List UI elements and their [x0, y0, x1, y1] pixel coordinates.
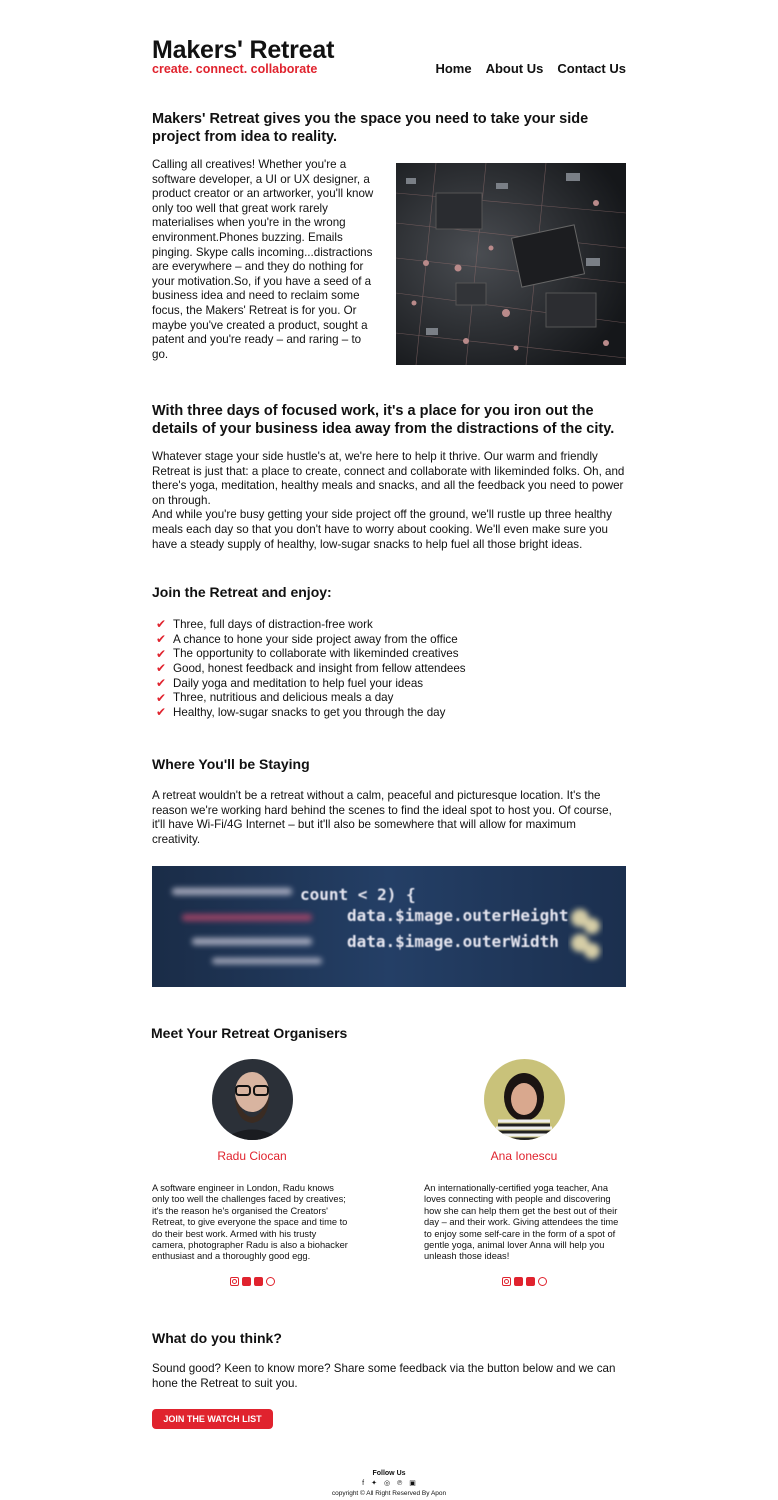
twitter-icon[interactable]: ✦ [371, 1480, 377, 1487]
checkmark-icon: ✔ [156, 676, 167, 691]
instagram-icon[interactable] [230, 1277, 239, 1286]
facebook-icon[interactable]: f [362, 1480, 365, 1487]
list-item: ✔ Healthy, low-sugar snacks to get you through the day [156, 705, 446, 720]
focus-paragraph-2: And while you're busy getting your side project off the ground, we'll rustle up three healthy meals each day so that you don't have to worry about cooking. We'll even make sure you have a steady supply of healthy, low-sugar snacks to help fuel all those bright ideas. [152, 508, 612, 551]
list-item: ✔ Good, honest feedback and insight from fellow attendees [156, 661, 466, 676]
organiser-name: Radu Ciocan [217, 1149, 287, 1163]
checkmark-icon: ✔ [156, 661, 167, 676]
code-line-1: count < 2) { [300, 885, 416, 904]
social-links [424, 1277, 624, 1286]
footer-social-links [0, 1480, 778, 1487]
list-item: ✔ A chance to hone your side project away from the office [156, 632, 458, 647]
linkedin-icon[interactable]: ▣ [409, 1480, 416, 1487]
nav-about-link[interactable]: About Us [485, 61, 544, 76]
staying-paragraph: A retreat wouldn't be a retreat without a calm, peaceful and picturesque location. It's the reason we're working hard behind the scenes to find the ideal spot to host you. Of course, it'll have Wi-Fi/4G Internet – but it'll also be somewhere that will allow for maximum creativity. [152, 789, 612, 846]
list-item: ✔ Three, full days of distraction-free work [156, 617, 373, 632]
instagram-icon[interactable]: ◎ [383, 1480, 391, 1487]
copyright-text: copyright © All Right Reserved By Apon [331, 1490, 447, 1497]
list-item: ✔ The opportunity to collaborate with likeminded creatives [156, 646, 459, 661]
organiser-card [424, 1059, 624, 1286]
site-title: Makers' Retreat [152, 36, 335, 64]
list-item: ✔ Daily yoga and meditation to help fuel your ideas [156, 676, 424, 691]
main-nav [435, 61, 626, 76]
intro-heading: Makers' Retreat gives you the space you need to take your side project from idea to reality. [152, 111, 589, 145]
twitter-icon[interactable] [254, 1277, 263, 1286]
organiser-bio: An internationally-certified yoga teacher, Ana loves connecting with people and discovering how she can help them get the best out of their day – and their work. Giving attendees the time to enjoy some self-care in the form of a spot of gentle yoga, animal lover Anna will help you unleash those ideas! [424, 1183, 619, 1262]
avatar [484, 1059, 565, 1140]
organisers-heading: Meet Your Retreat Organisers [151, 1025, 348, 1041]
social-links [152, 1277, 352, 1286]
facebook-icon[interactable] [514, 1277, 523, 1286]
pinterest-icon[interactable]: ℗ [397, 1480, 403, 1487]
join-watch-list-button[interactable]: JOIN THE WATCH LIST [152, 1409, 273, 1429]
checkmark-icon: ✔ [156, 690, 167, 705]
site-tagline: create. connect. collaborate [152, 62, 318, 76]
focus-heading: With three days of focused work, it's a place for you iron out the details of your business idea away from the distractions of the city. [152, 403, 615, 437]
nav-contact-link[interactable]: Contact Us [557, 61, 626, 76]
checkmark-icon: ✔ [156, 646, 167, 661]
list-item: ✔ Three, nutritious and delicious meals a day [156, 690, 394, 705]
feedback-heading: What do you think? [152, 1330, 282, 1346]
checkmark-icon: ✔ [156, 617, 167, 632]
checkmark-icon: ✔ [156, 632, 167, 647]
organiser-card [152, 1059, 352, 1286]
feedback-paragraph: Sound good? Keen to know more? Share some feedback via the button below and we can hone the Retreat to suit you. [152, 1362, 616, 1390]
circuit-board-image [396, 163, 626, 365]
instagram-icon[interactable] [502, 1277, 511, 1286]
organiser-name: Ana Ionescu [490, 1149, 558, 1163]
footer [0, 1470, 778, 1497]
join-heading: Join the Retreat and enjoy: [152, 584, 332, 600]
twitter-icon[interactable] [526, 1277, 535, 1286]
benefits-list [156, 617, 466, 720]
focus-paragraph-1: Whatever stage your side hustle's at, we're here to help it thrive. Our warm and friendly Retreat is just that: a place to create, connect and collaborate with likeminded folks. Oh, and there's yoga, meditation, healthy meals and snacks, and all the feedback you need to power on through. [152, 450, 625, 507]
nav-home-link[interactable]: Home [435, 61, 472, 76]
pinterest-icon[interactable] [538, 1277, 547, 1286]
focus-body [152, 450, 626, 552]
code-screen-image [152, 866, 626, 987]
follow-us-label: Follow Us [372, 1470, 406, 1477]
code-line-3: data.$image.outerWidth [347, 932, 559, 951]
intro-paragraph: Calling all creatives! Whether you're a software developer, a UI or UX designer, a product creator or an artworker, you'll know only too well that great work rarely materialises when you're in the wrong environment.Phones buzzing. Emails pinging. Skype calls incoming...distractions are everywhere – and they do nothing for your motivation.So, if you have a seed of a business idea and need to reclaim some focus, the Makers' Retreat is for you. Or maybe you've created a product, sought a patent and you're ready – and raring – to go. [152, 158, 374, 361]
staying-heading: Where You'll be Staying [152, 756, 310, 772]
pinterest-icon[interactable] [266, 1277, 275, 1286]
organiser-bio: A software engineer in London, Radu knows only too well the challenges faced by creatives; it's the reason he's organised the Creators' Retreat, to give everyone the space and time to do their best work. Armed with his trusty camera, photographer Radu is also a biohacker enthusiast and a thoroughly good egg. [152, 1183, 348, 1262]
code-line-2: data.$image.outerHeight [347, 906, 569, 925]
facebook-icon[interactable] [242, 1277, 251, 1286]
checkmark-icon: ✔ [156, 705, 167, 720]
avatar [212, 1059, 293, 1140]
